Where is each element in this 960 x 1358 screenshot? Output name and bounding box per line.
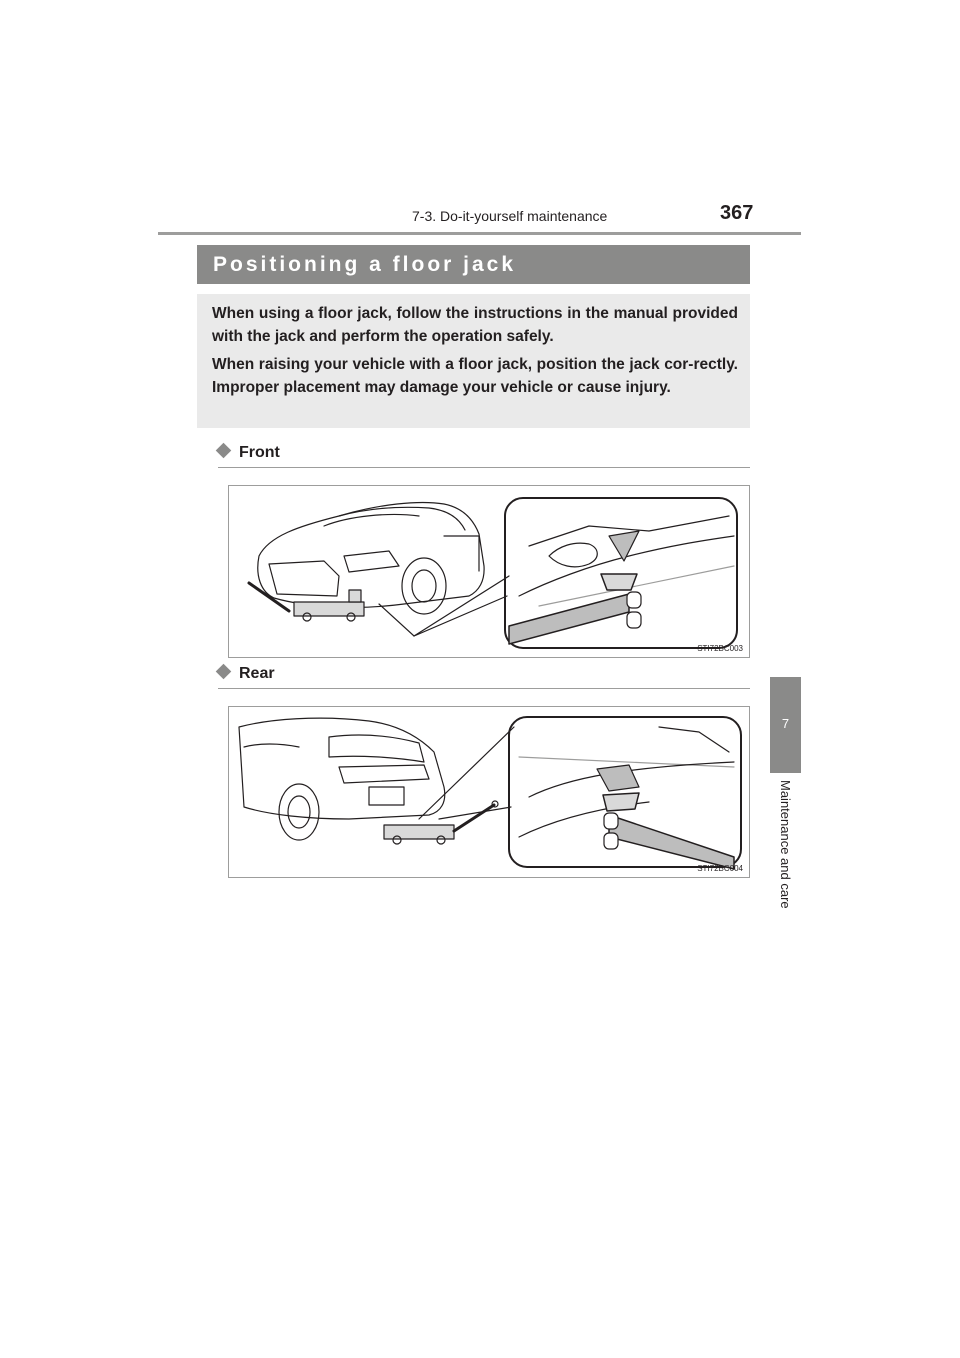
car-license-plate [369,787,404,805]
detail-jack-arm [509,594,629,644]
car-rear-wheel [279,784,319,840]
car-front-body [258,503,484,608]
front-figure [228,485,750,658]
callout-line [379,596,507,636]
callout-line [419,727,514,819]
car-taillight [339,765,429,783]
diamond-bullet-icon [216,443,232,459]
car-side-door [444,536,479,571]
front-heading-rule [218,467,750,468]
front-heading-label: Front [239,444,280,461]
car-grille [269,561,339,596]
intro-box [197,294,750,428]
diamond-bullet-icon [216,664,232,680]
front-jack-illustration [229,486,749,657]
detail-jack-arm [609,815,734,869]
front-figure-code: STI72BC003 [697,644,743,653]
detail-bubble [509,717,741,867]
intro-paragraph-1: When using a floor jack, follow the instructions in the manual provided with the jack and perform the operation safely. [212,305,738,345]
chapter-number: 7 [781,716,790,731]
rear-figure [228,706,750,878]
car-headlight [344,551,399,572]
floor-jack-handle [249,583,289,611]
section-header: 7-3. Do-it-yourself maintenance [412,208,608,224]
page-number: 367 [720,202,754,224]
rear-heading [218,665,275,683]
header-rule [158,232,801,235]
front-heading [218,444,280,462]
car-front-wheel [402,558,446,614]
rear-heading-label: Rear [239,665,275,682]
page-title: Positioning a floor jack [213,253,517,276]
car-rear-body [239,718,445,819]
rear-figure-code: STI72BC004 [697,864,743,873]
title-bar [197,245,750,284]
rear-heading-rule [218,688,750,689]
car-rear-window [329,735,424,762]
floor-jack-handle [454,805,494,831]
intro-paragraph-2: When raising your vehicle with a floor jack, position the jack cor-rectly. Improper placement may damage your vehicle or cause injury. [212,356,738,396]
chapter-title: Maintenance and care [778,780,793,909]
rear-jack-illustration [229,707,749,877]
